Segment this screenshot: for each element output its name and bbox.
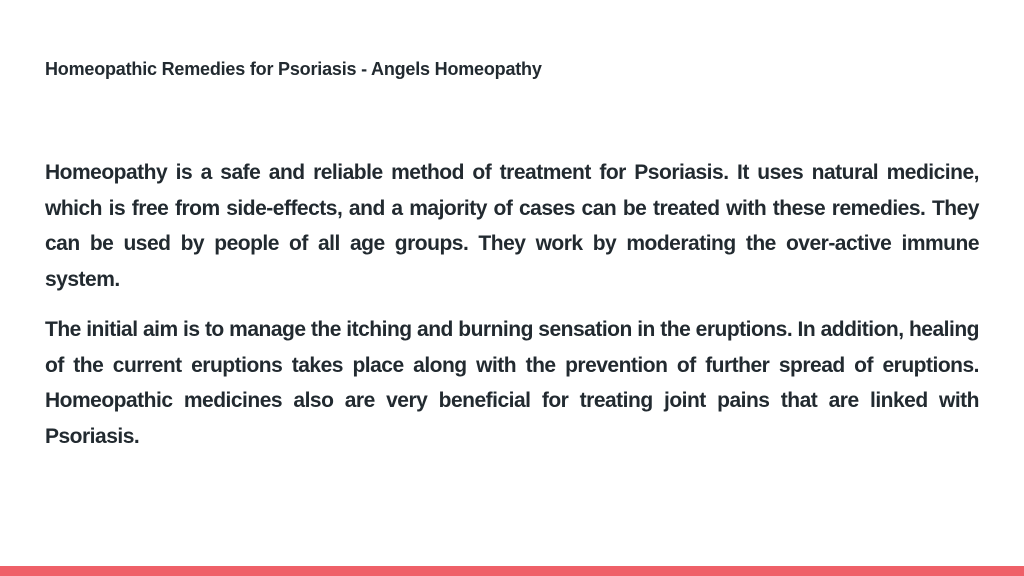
- body-paragraph: The initial aim is to manage the itching and burning sensation in the eruptions. In addition, healing of the current eruptions takes place along with the prevention of further spread of eruptions. Homeopathic medicines also are very beneficial for treating joint pains that are linked with Psoriasis.: [45, 318, 979, 448]
- body-paragraph: Homeopathy is a safe and reliable method of treatment for Psoriasis. It uses natural medicine, which is free from side-effects, and a majority of cases can be treated with these remedies. They can be used by people of all age groups. They work by moderating the over-active immune system.: [45, 161, 979, 291]
- slide-title: Homeopathic Remedies for Psoriasis - Angels Homeopathy: [45, 59, 542, 79]
- slide-body: [45, 155, 979, 469]
- accent-bar: [0, 566, 1024, 576]
